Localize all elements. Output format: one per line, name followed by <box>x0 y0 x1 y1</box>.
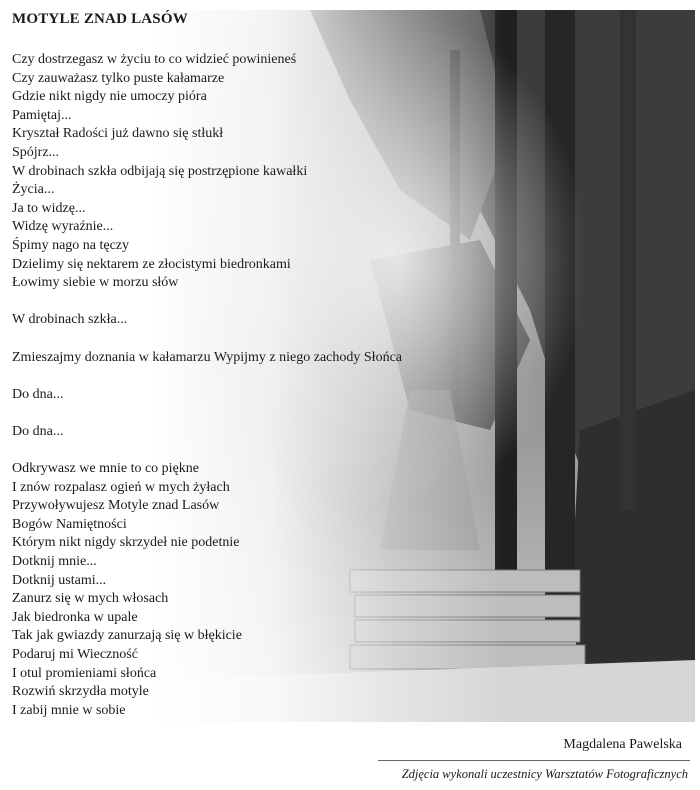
poem-line: Śpimy nago na tęczy <box>12 237 130 253</box>
poem-line: W drobinach szkła... <box>12 312 128 328</box>
stanza-3 <box>12 349 402 368</box>
stanza-5 <box>12 423 402 442</box>
photo-credits: Zdjęcia wykonali uczestnicy Warsztatów Fotograficznych <box>401 767 688 781</box>
stanza-1 <box>12 51 402 293</box>
poem-line: I otul promieniami słońca <box>12 665 157 681</box>
poem-line: Jak biedronka w upale <box>12 609 138 625</box>
poem-line: Odkrywasz we mnie to co piękne <box>12 461 199 477</box>
poem-line: Tak jak gwiazdy zanurzają się w błękicie <box>12 628 242 644</box>
poem-line: Czy zauważasz tylko puste kałamarze <box>12 70 225 86</box>
poem-line: Kryształ Radości już dawno się stłukł <box>12 126 224 142</box>
poem-title: MOTYLE ZNAD LASÓW <box>12 11 188 27</box>
footer-divider <box>378 760 690 761</box>
poem-line: Przywoływujesz Motyle znad Lasów <box>12 498 220 514</box>
poem-line: Ja to widzę... <box>12 200 86 216</box>
poem-line: Zmieszajmy doznania w kałamarzu Wypijmy z niego zachody Słońca <box>12 349 402 365</box>
author-name: Magdalena Pawelska <box>563 737 682 752</box>
poem-line: I znów rozpalasz ogień w mych żyłach <box>12 479 230 495</box>
poem-line: Bogów Namiętności <box>12 516 127 532</box>
poem-line: W drobinach szkła odbijają się postrzępione kawałki <box>12 163 308 179</box>
poem-line: Dotknij mnie... <box>12 554 97 570</box>
poem-line: Dotknij ustami... <box>12 572 107 588</box>
poem-line: Łowimy siebie w morzu słów <box>12 275 179 291</box>
poem-line: I zabij mnie w sobie <box>12 702 126 718</box>
stanza-4 <box>12 386 402 405</box>
poem-line: Do dna... <box>12 386 64 402</box>
poem-line: Widzę wyraźnie... <box>12 219 114 235</box>
poem-line: Podaruj mi Wieczność <box>12 647 138 662</box>
poem-line: Gdzie nikt nigdy nie umoczy pióra <box>12 89 207 105</box>
poem-body <box>12 51 402 720</box>
poem-line: Dzielimy się nektarem ze złocistymi biedronkami <box>12 256 291 272</box>
poem-line: Czy dostrzegasz w życiu to co widzieć powinieneś <box>12 52 297 67</box>
stanza-6 <box>12 460 402 720</box>
poem-line: Spójrz... <box>12 144 60 160</box>
poem-line: Życia... <box>12 182 55 198</box>
poem-line: Którym nikt nigdy skrzydeł nie podetnie <box>12 535 240 551</box>
poem-line: Rozwiń skrzydła motyle <box>12 684 149 700</box>
stanza-2 <box>12 311 402 330</box>
poem-line: Zanurz się w mych włosach <box>12 591 169 607</box>
poem-line: Pamiętaj... <box>12 107 72 123</box>
poem-line: Do dna... <box>12 423 64 439</box>
